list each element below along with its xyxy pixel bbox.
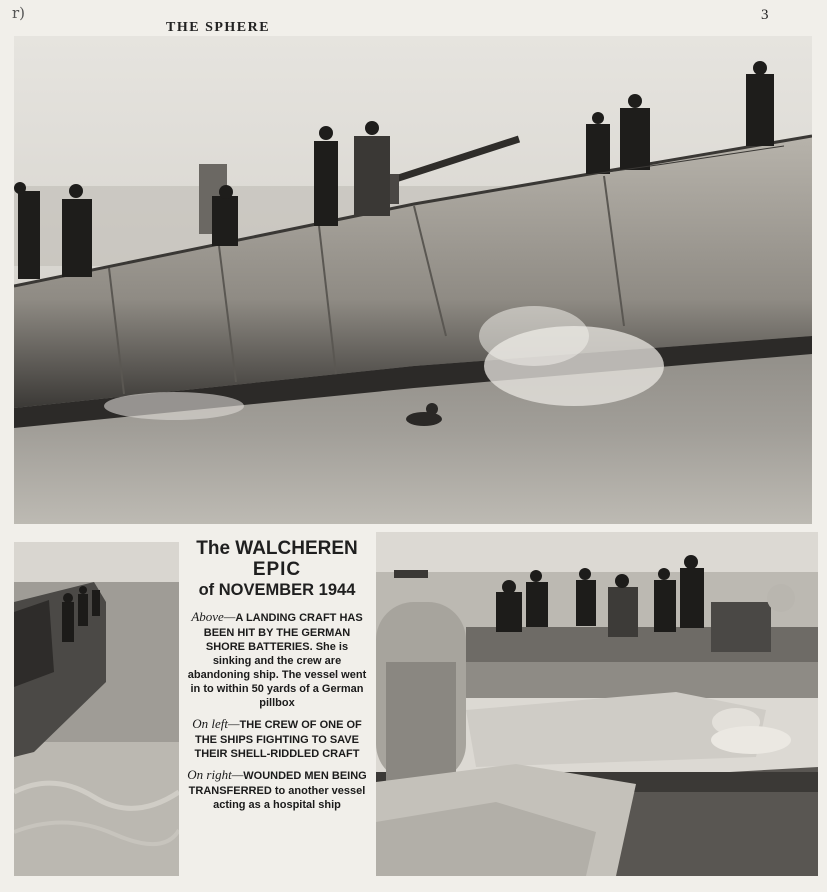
caption-panel [183,534,371,878]
caption-on-left [187,716,367,761]
photo-sinking-landing-craft [14,36,812,524]
caption-above [187,609,367,710]
headline-line-3: of NOVEMBER 1944 [198,580,356,599]
caption-lead: On left— [192,716,240,732]
photo-wounded-men-transferred [376,532,818,876]
caption-lead: On right— [187,766,244,782]
photo-crew-saving-craft [14,542,179,876]
caption-on-right [187,767,367,812]
caption-text: A LANDING CRAFT HAS BEEN HIT BY THE GERMAN SHORE BATTERIES. She is sinking and the crew are abandoning ship. The vessel went in to within 50 yards of a German pillbox [187,612,367,710]
masthead: THE SPHERE [166,20,271,35]
headline-line-1: The WALCHEREN [196,538,358,559]
corner-mark: r) [12,4,26,22]
caption-lead: Above— [191,609,236,624]
caption-text: THE CREW OF ONE OF THE SHIPS FIGHTING TO SAVE THEIR SHELL-RIDDLED CRAFT [194,719,362,760]
headline [183,538,371,599]
page-number: 3 [761,7,769,23]
caption-text: WOUNDED MEN BEING TRANSFERRED to another vessel acting as a hospital ship [188,769,367,811]
headline-line-2: EPIC [252,559,302,581]
